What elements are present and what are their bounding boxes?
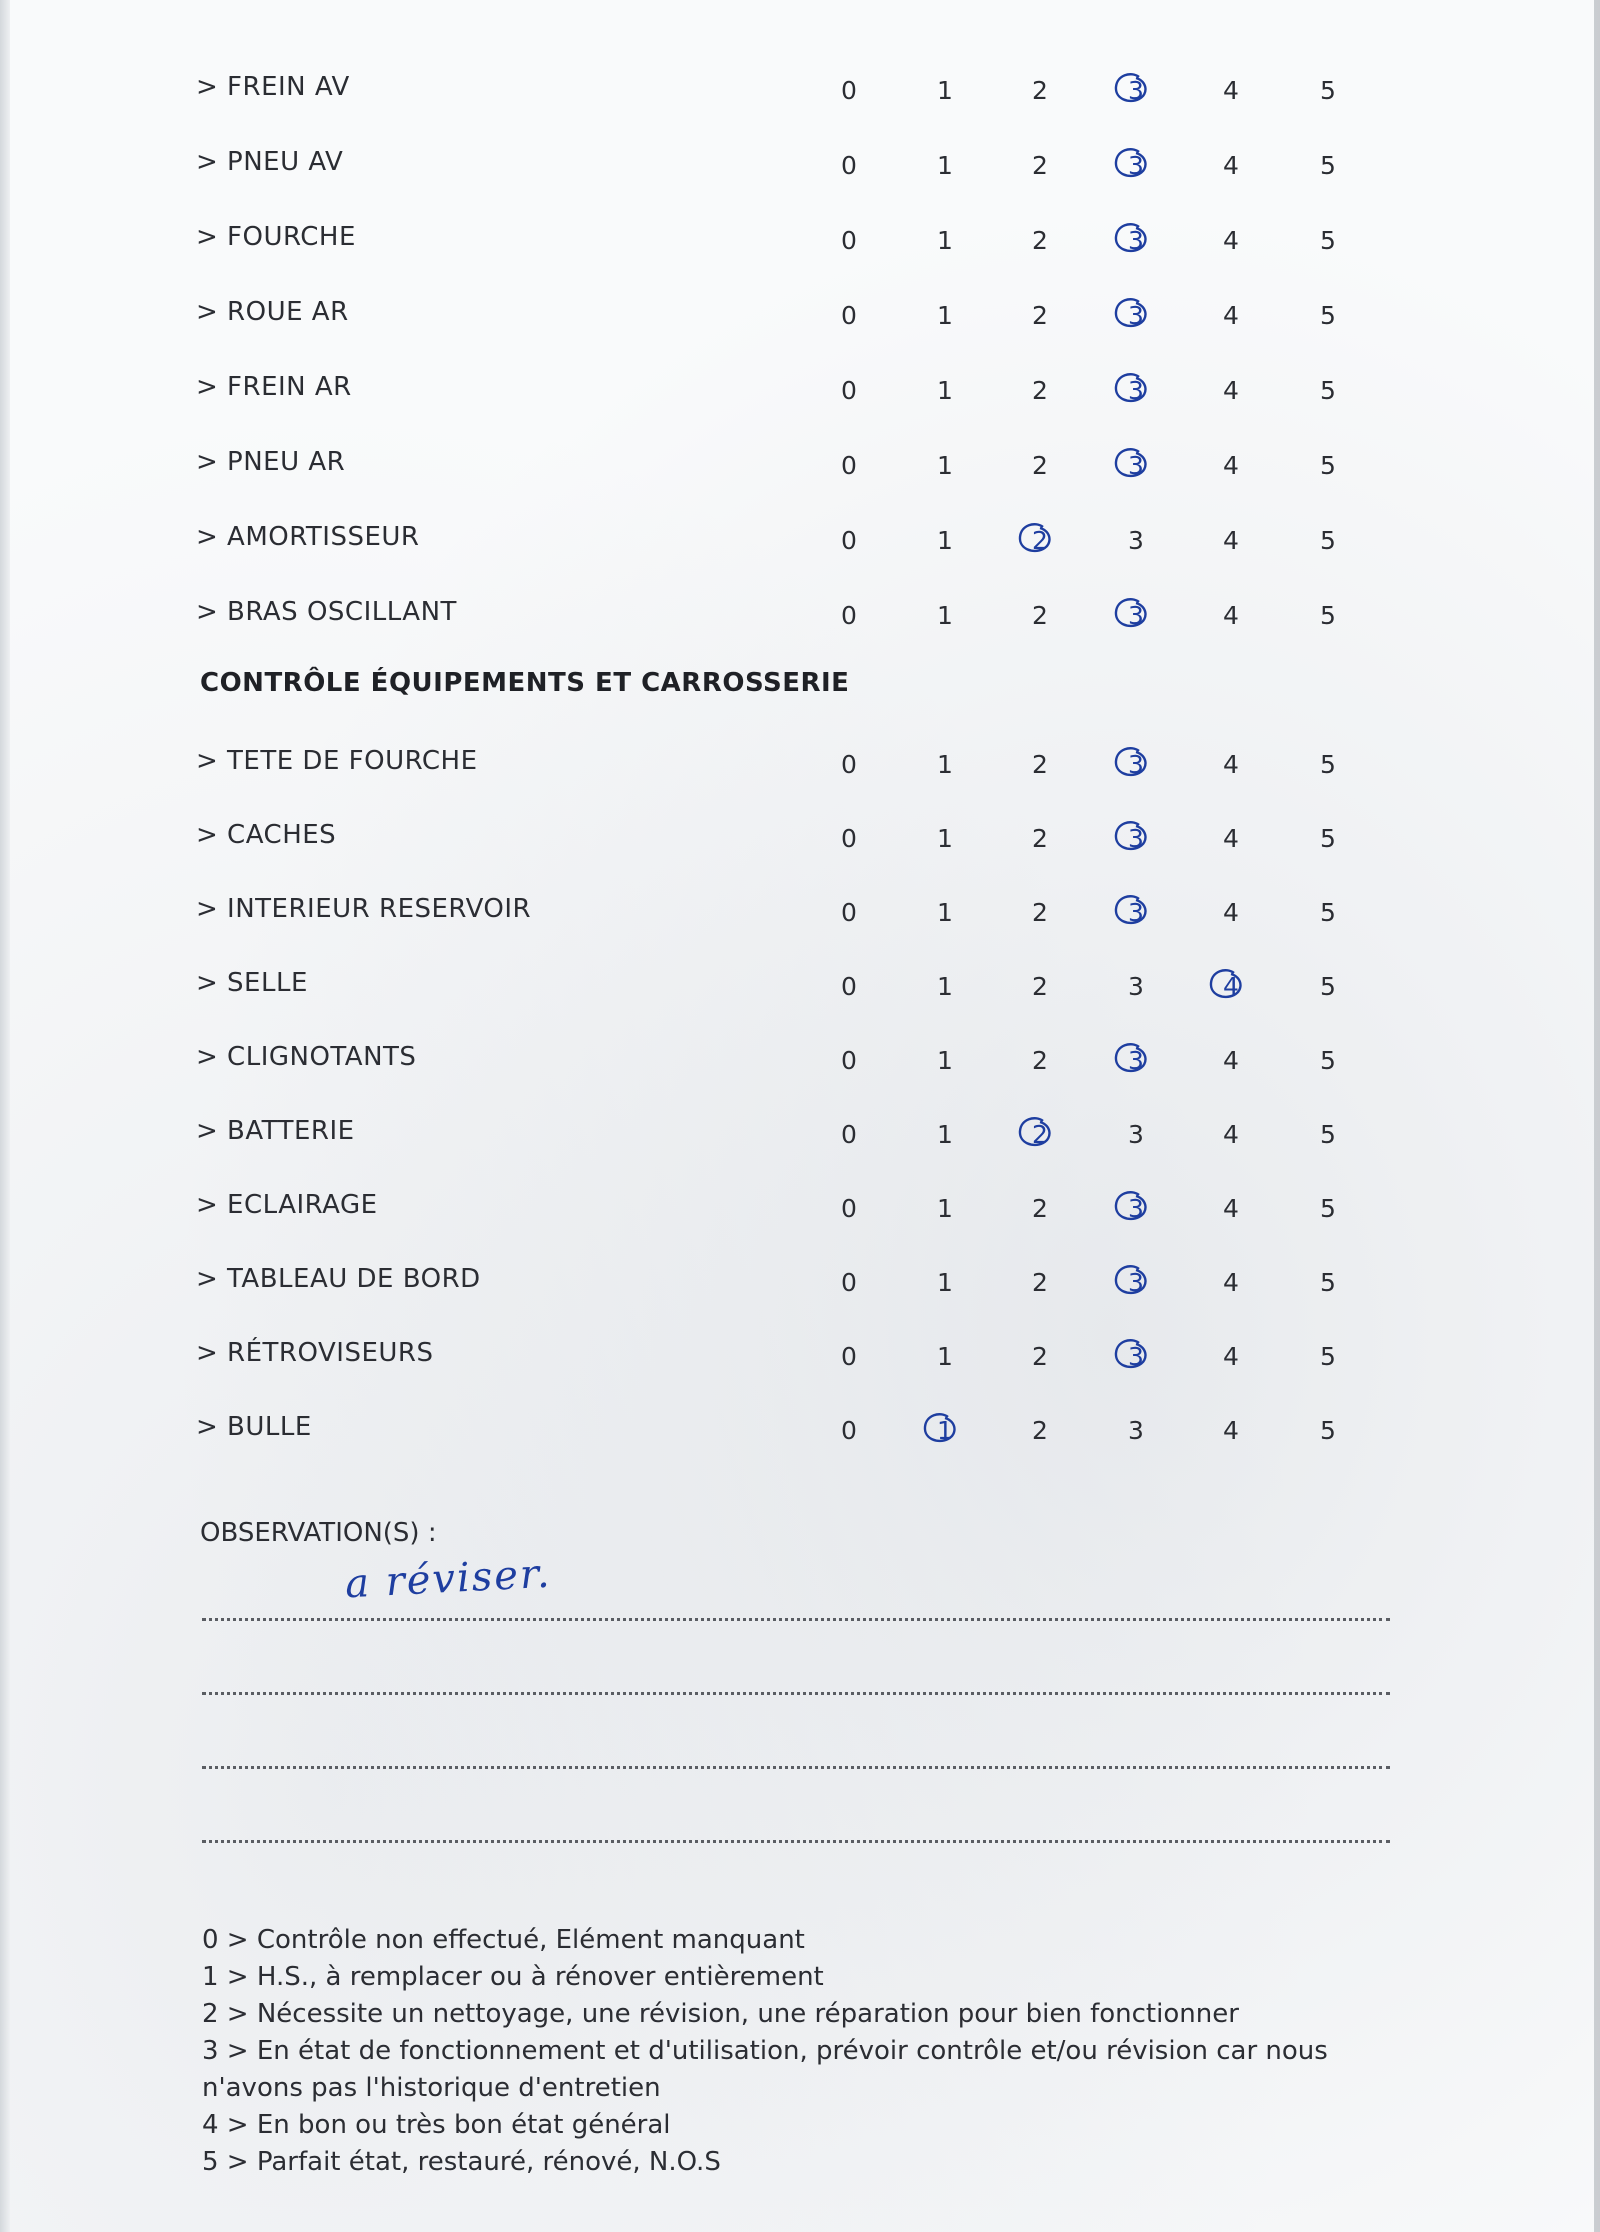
score-value: 4 [1223,301,1239,330]
score-option-0[interactable] [824,76,874,105]
score-value: 0 [841,1342,857,1371]
handwritten-circle-mark [1109,69,1153,107]
section-title: CONTRÔLE ÉQUIPEMENTS ET CARROSSERIE [200,668,850,698]
score-value: 4 [1223,824,1239,853]
score-option-4[interactable] [1206,1416,1256,1445]
score-option-1[interactable] [920,76,970,105]
row-label: > PNEU AV [196,147,344,177]
score-option-0[interactable] [824,750,874,779]
score-value: 5 [1320,750,1336,779]
checklist-row [0,890,1600,934]
score-value: 1 [937,451,953,480]
legend-line-0: 0 > Contrôle non effectué, Elément manquant [202,1925,805,1955]
row-label: > BATTERIE [196,1116,355,1146]
row-label: > TETE DE FOURCHE [196,746,478,776]
score-option-0[interactable] [824,898,874,927]
score-value: 3 [1128,1342,1144,1371]
score-option-1[interactable] [920,898,970,927]
score-value: 2 [1032,1194,1048,1223]
checklist-row [0,443,1600,487]
checklist-row [0,816,1600,860]
row-label: > ECLAIRAGE [196,1190,378,1220]
row-label: > FOURCHE [196,222,356,252]
score-option-4[interactable] [1206,526,1256,555]
score-value: 3 [1128,1046,1144,1075]
score-option-1[interactable] [920,1342,970,1371]
score-value: 0 [841,376,857,405]
score-option-2[interactable] [1015,601,1065,630]
score-option-0[interactable] [824,1268,874,1297]
rating-legend [202,1922,1382,2181]
score-value: 5 [1320,226,1336,255]
handwritten-circle-mark [1109,743,1153,781]
score-option-1[interactable] [920,526,970,555]
handwritten-circle-mark [1109,294,1153,332]
row-label: > SELLE [196,968,308,998]
score-option-0[interactable] [824,526,874,555]
score-option-3[interactable] [1111,76,1161,105]
checklist-row [0,1334,1600,1378]
checklist-row [0,1112,1600,1156]
score-option-2[interactable] [1015,1342,1065,1371]
score-option-3[interactable] [1111,301,1161,330]
score-value: 5 [1320,824,1336,853]
score-option-1[interactable] [920,824,970,853]
score-value: 3 [1128,76,1144,105]
score-option-3[interactable] [1111,1268,1161,1297]
score-value: 4 [1223,376,1239,405]
score-option-3[interactable] [1111,376,1161,405]
score-value: 5 [1320,1342,1336,1371]
score-value: 1 [937,1342,953,1371]
checklist-row [0,742,1600,786]
score-option-4[interactable] [1206,226,1256,255]
score-value: 3 [1128,1194,1144,1223]
score-value: 2 [1032,76,1048,105]
score-option-5[interactable] [1303,1120,1353,1149]
score-option-2[interactable] [1015,1194,1065,1223]
score-value: 1 [937,376,953,405]
score-option-1[interactable] [920,750,970,779]
score-option-1[interactable] [920,1194,970,1223]
handwritten-circle-mark [1109,144,1153,182]
score-value: 0 [841,76,857,105]
legend-line-3: 3 > En état de fonctionnement et d'utilisation, prévoir contrôle et/ou révision car nous [202,2036,1328,2066]
score-value: 4 [1223,1342,1239,1371]
score-option-0[interactable] [824,972,874,1001]
score-option-1[interactable] [920,1268,970,1297]
score-option-2[interactable] [1015,376,1065,405]
score-option-0[interactable] [824,1046,874,1075]
handwritten-circle-mark [1013,519,1057,557]
handwritten-circle-mark [1109,369,1153,407]
score-option-5[interactable] [1303,1416,1353,1445]
score-option-2[interactable] [1015,1416,1065,1445]
score-value: 3 [1128,151,1144,180]
score-value: 0 [841,151,857,180]
handwritten-circle-mark [1109,891,1153,929]
legend-line-2: 2 > Nécessite un nettoyage, une révision, une réparation pour bien fonctionner [202,1999,1239,2029]
score-value: 3 [1128,1268,1144,1297]
score-option-3[interactable] [1111,601,1161,630]
score-option-2[interactable] [1015,750,1065,779]
score-value: 2 [1032,151,1048,180]
score-value: 3 [1128,226,1144,255]
score-value: 5 [1320,1416,1336,1445]
score-value: 5 [1320,76,1336,105]
handwritten-observation: a réviser. [343,1550,553,1608]
score-value: 5 [1320,898,1336,927]
score-option-4[interactable] [1206,1194,1256,1223]
score-option-4[interactable] [1206,1342,1256,1371]
score-option-0[interactable] [824,1120,874,1149]
score-value: 1 [937,1268,953,1297]
score-value: 2 [1032,750,1048,779]
score-value: 2 [1032,526,1048,555]
score-value: 5 [1320,376,1336,405]
score-option-5[interactable] [1303,451,1353,480]
score-option-2[interactable] [1015,151,1065,180]
score-value: 4 [1223,1120,1239,1149]
score-option-4[interactable] [1206,1120,1256,1149]
score-option-0[interactable] [824,601,874,630]
score-value: 4 [1223,76,1239,105]
row-label: > PNEU AR [196,447,346,477]
observation-line-4 [202,1840,1390,1843]
score-value: 2 [1032,451,1048,480]
score-value: 0 [841,898,857,927]
score-option-0[interactable] [824,824,874,853]
score-option-2[interactable] [1015,526,1065,555]
score-option-5[interactable] [1303,1046,1353,1075]
score-option-1[interactable] [920,972,970,1001]
score-value: 5 [1320,151,1336,180]
score-value: 1 [937,76,953,105]
score-option-3[interactable] [1111,526,1161,555]
score-value: 0 [841,451,857,480]
score-option-2[interactable] [1015,226,1065,255]
score-option-1[interactable] [920,226,970,255]
checklist-row [0,593,1600,637]
score-option-3[interactable] [1111,151,1161,180]
score-option-3[interactable] [1111,1194,1161,1223]
score-option-5[interactable] [1303,750,1353,779]
score-value: 2 [1032,601,1048,630]
score-value: 5 [1320,601,1336,630]
score-option-1[interactable] [920,601,970,630]
score-value: 5 [1320,1046,1336,1075]
score-value: 3 [1128,1416,1144,1445]
score-option-3[interactable] [1111,898,1161,927]
score-value: 1 [937,526,953,555]
score-option-2[interactable] [1015,1046,1065,1075]
score-value: 0 [841,750,857,779]
score-option-1[interactable] [920,151,970,180]
score-option-0[interactable] [824,1416,874,1445]
row-label: > RÉTROVISEURS [196,1338,434,1368]
row-label: > FREIN AV [196,72,350,102]
score-value: 0 [841,824,857,853]
score-value: 1 [937,1416,953,1445]
score-value: 4 [1223,1194,1239,1223]
score-value: 2 [1032,376,1048,405]
legend-line-4: 4 > En bon ou très bon état général [202,2110,671,2140]
score-option-5[interactable] [1303,226,1353,255]
score-option-3[interactable] [1111,972,1161,1001]
score-option-5[interactable] [1303,972,1353,1001]
score-option-0[interactable] [824,226,874,255]
score-value: 2 [1032,1342,1048,1371]
score-value: 5 [1320,451,1336,480]
score-value: 3 [1128,750,1144,779]
score-option-5[interactable] [1303,1342,1353,1371]
score-value: 3 [1128,898,1144,927]
score-value: 4 [1223,226,1239,255]
score-value: 1 [937,226,953,255]
score-option-3[interactable] [1111,1342,1161,1371]
row-label: > AMORTISSEUR [196,522,420,552]
score-option-1[interactable] [920,301,970,330]
row-label: > TABLEAU DE BORD [196,1264,481,1294]
row-label: > BRAS OSCILLANT [196,597,457,627]
checklist-row [0,68,1600,112]
row-label: > ROUE AR [196,297,349,327]
observation-line-2 [202,1692,1390,1695]
score-option-4[interactable] [1206,601,1256,630]
score-value: 0 [841,1120,857,1149]
score-option-3[interactable] [1111,824,1161,853]
score-value: 5 [1320,526,1336,555]
score-option-0[interactable] [824,151,874,180]
handwritten-circle-mark [1109,817,1153,855]
score-option-5[interactable] [1303,898,1353,927]
score-value: 1 [937,1194,953,1223]
score-option-3[interactable] [1111,451,1161,480]
score-option-2[interactable] [1015,76,1065,105]
checklist-row [0,964,1600,1008]
score-value: 2 [1032,226,1048,255]
score-option-5[interactable] [1303,151,1353,180]
score-option-0[interactable] [824,451,874,480]
handwritten-circle-mark [1109,1261,1153,1299]
score-value: 5 [1320,1120,1336,1149]
score-value: 1 [937,898,953,927]
score-option-4[interactable] [1206,824,1256,853]
score-option-3[interactable] [1111,750,1161,779]
checklist-row [0,1186,1600,1230]
score-value: 4 [1223,451,1239,480]
score-value: 3 [1128,376,1144,405]
score-value: 0 [841,526,857,555]
handwritten-circle-mark [1013,1113,1057,1151]
score-value: 2 [1032,1120,1048,1149]
score-option-3[interactable] [1111,226,1161,255]
score-option-5[interactable] [1303,1268,1353,1297]
score-option-4[interactable] [1206,750,1256,779]
score-option-5[interactable] [1303,1194,1353,1223]
score-option-2[interactable] [1015,301,1065,330]
checklist-row [0,518,1600,562]
score-option-2[interactable] [1015,1120,1065,1149]
score-option-4[interactable] [1206,151,1256,180]
score-option-1[interactable] [920,451,970,480]
score-option-5[interactable] [1303,376,1353,405]
score-value: 4 [1223,151,1239,180]
checklist-row [0,218,1600,262]
score-value: 0 [841,601,857,630]
score-value: 2 [1032,1416,1048,1445]
score-value: 3 [1128,824,1144,853]
score-option-4[interactable] [1206,898,1256,927]
checklist-row [0,143,1600,187]
score-option-2[interactable] [1015,898,1065,927]
checklist-row [0,368,1600,412]
score-value: 4 [1223,526,1239,555]
score-option-3[interactable] [1111,1416,1161,1445]
score-option-0[interactable] [824,376,874,405]
legend-line-5: 5 > Parfait état, restauré, rénové, N.O.S [202,2147,721,2177]
score-option-1[interactable] [920,1416,970,1445]
handwritten-circle-mark [918,1409,962,1447]
score-option-1[interactable] [920,1120,970,1149]
score-option-0[interactable] [824,1342,874,1371]
score-value: 0 [841,301,857,330]
score-value: 1 [937,151,953,180]
score-option-3[interactable] [1111,1120,1161,1149]
score-value: 4 [1223,601,1239,630]
handwritten-circle-mark [1109,594,1153,632]
legend-line-1: 1 > H.S., à remplacer ou à rénover entièrement [202,1962,824,1992]
row-label: > FREIN AR [196,372,352,402]
checklist-row [0,1038,1600,1082]
score-value: 2 [1032,972,1048,1001]
score-value: 2 [1032,898,1048,927]
score-option-5[interactable] [1303,526,1353,555]
score-option-1[interactable] [920,1046,970,1075]
observation-line-1 [202,1618,1390,1621]
observation-line-3 [202,1766,1390,1769]
score-option-0[interactable] [824,301,874,330]
score-option-0[interactable] [824,1194,874,1223]
score-value: 2 [1032,1046,1048,1075]
score-value: 0 [841,226,857,255]
score-option-4[interactable] [1206,1046,1256,1075]
score-option-4[interactable] [1206,76,1256,105]
score-value: 3 [1128,1120,1144,1149]
score-value: 0 [841,1194,857,1223]
score-value: 3 [1128,601,1144,630]
score-value: 0 [841,1416,857,1445]
score-option-2[interactable] [1015,972,1065,1001]
score-option-4[interactable] [1206,451,1256,480]
handwritten-circle-mark [1109,444,1153,482]
score-option-4[interactable] [1206,301,1256,330]
score-option-5[interactable] [1303,76,1353,105]
score-option-4[interactable] [1206,972,1256,1001]
score-option-1[interactable] [920,376,970,405]
checklist-row [0,1260,1600,1304]
score-value: 4 [1223,1416,1239,1445]
handwritten-circle-mark [1109,1039,1153,1077]
score-option-4[interactable] [1206,1268,1256,1297]
score-value: 3 [1128,301,1144,330]
score-value: 3 [1128,972,1144,1001]
score-value: 4 [1223,1268,1239,1297]
score-option-2[interactable] [1015,824,1065,853]
score-value: 2 [1032,824,1048,853]
score-option-2[interactable] [1015,451,1065,480]
score-value: 0 [841,1268,857,1297]
score-option-5[interactable] [1303,824,1353,853]
row-label: > BULLE [196,1412,312,1442]
score-option-4[interactable] [1206,376,1256,405]
row-label: > CLIGNOTANTS [196,1042,417,1072]
score-option-5[interactable] [1303,601,1353,630]
score-value: 3 [1128,526,1144,555]
score-value: 4 [1223,972,1239,1001]
score-value: 1 [937,1120,953,1149]
row-label: > CACHES [196,820,337,850]
score-value: 1 [937,972,953,1001]
score-value: 1 [937,824,953,853]
score-value: 2 [1032,1268,1048,1297]
score-value: 5 [1320,1268,1336,1297]
score-value: 0 [841,1046,857,1075]
score-value: 1 [937,301,953,330]
handwritten-circle-mark [1109,1335,1153,1373]
checklist-row [0,293,1600,337]
legend-line-3-cont: n'avons pas l'historique d'entretien [202,2073,661,2103]
handwritten-circle-mark [1109,1187,1153,1225]
score-value: 5 [1320,972,1336,1001]
score-value: 1 [937,601,953,630]
row-label: > INTERIEUR RESERVOIR [196,894,532,924]
score-value: 1 [937,750,953,779]
score-value: 4 [1223,1046,1239,1075]
score-value: 4 [1223,898,1239,927]
score-value: 2 [1032,301,1048,330]
handwritten-circle-mark [1204,965,1248,1003]
score-option-5[interactable] [1303,301,1353,330]
score-value: 1 [937,1046,953,1075]
score-value: 3 [1128,451,1144,480]
handwritten-circle-mark [1109,219,1153,257]
score-option-3[interactable] [1111,1046,1161,1075]
score-value: 5 [1320,301,1336,330]
score-value: 0 [841,972,857,1001]
score-value: 5 [1320,1194,1336,1223]
checklist-row [0,1408,1600,1452]
score-option-2[interactable] [1015,1268,1065,1297]
observations-label: OBSERVATION(S) : [200,1518,437,1548]
score-value: 4 [1223,750,1239,779]
